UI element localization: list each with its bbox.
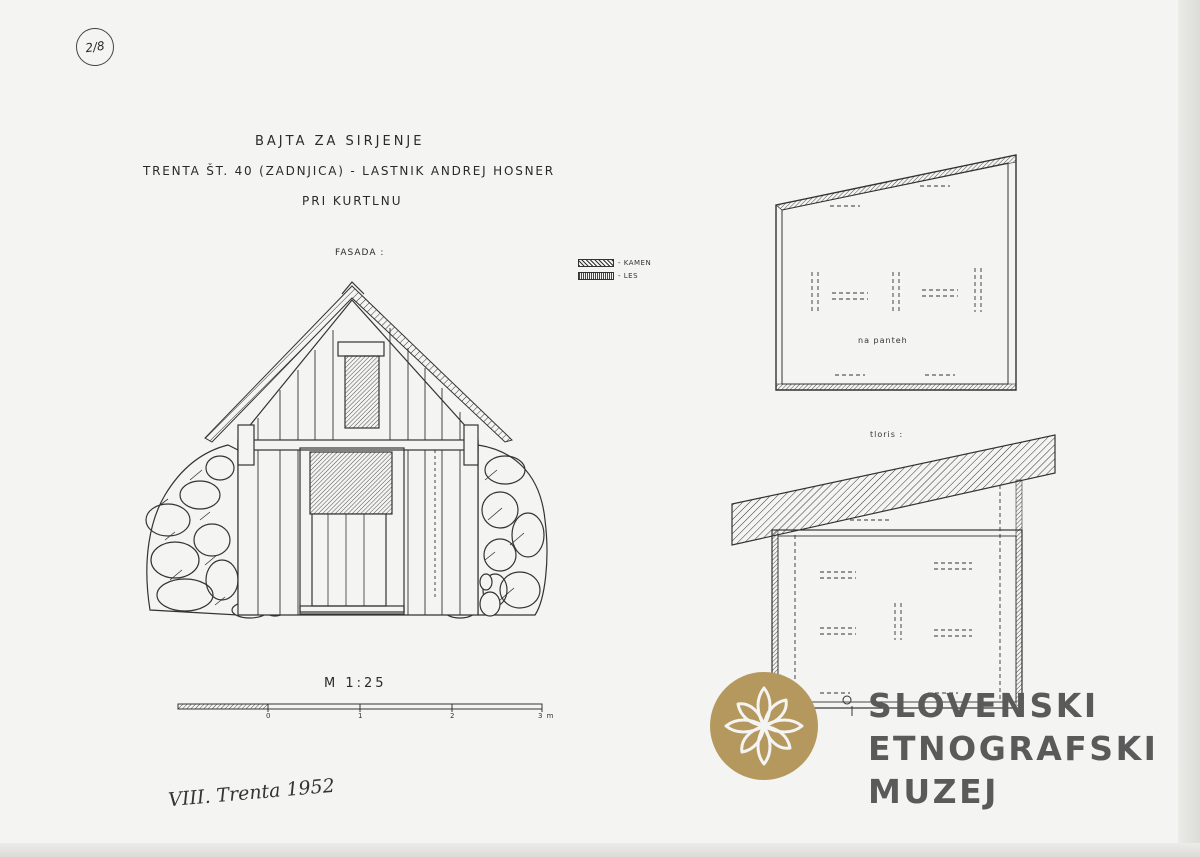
door-opening-upper [310,452,392,514]
scale-tick-1: 1 [358,712,364,720]
drawing-subtitle-2: PRI KURTLNU [302,194,403,208]
post-right [464,425,478,465]
wordmark-line-2: ETNOGRAFSKI [868,729,1159,768]
door-leaf [312,514,386,606]
floorplan-label: tloris : [870,430,904,439]
legend-label-wood: - LES [618,271,639,280]
stone-wall-left [146,445,238,615]
drawing-subtitle: TRENTA ŠT. 40 (ZADNJICA) - LASTNIK ANDREJ HOSNER [143,164,555,178]
upper-opening [345,356,379,428]
museum-wordmark [868,684,1158,813]
scale-tick-2: 2 [450,712,456,720]
beam-markers [812,186,981,375]
scale-bar [178,704,542,712]
scale-tick-0: 0 [266,712,272,720]
legend-label-stone: - KAMEN [618,258,652,267]
scale-tick-3: 3 m [538,712,555,720]
post-left [238,425,254,465]
flower-emblem-icon [710,672,818,780]
facade-label: FASADA : [335,248,385,258]
facade-elevation [146,282,547,618]
sheet-number: 2/8 [74,26,117,69]
plan-note: na panteh [858,336,908,345]
signature-date: VIII. Trenta 1952 [167,774,336,812]
plan-top [776,155,1016,390]
wordmark-line-3: MUZEJ [868,772,999,811]
scale-label: M 1:25 [324,676,387,691]
drawing-title: BAJTA ZA SIRJENJE [255,134,425,149]
wordmark-line-1: SLOVENSKI [868,686,1099,725]
